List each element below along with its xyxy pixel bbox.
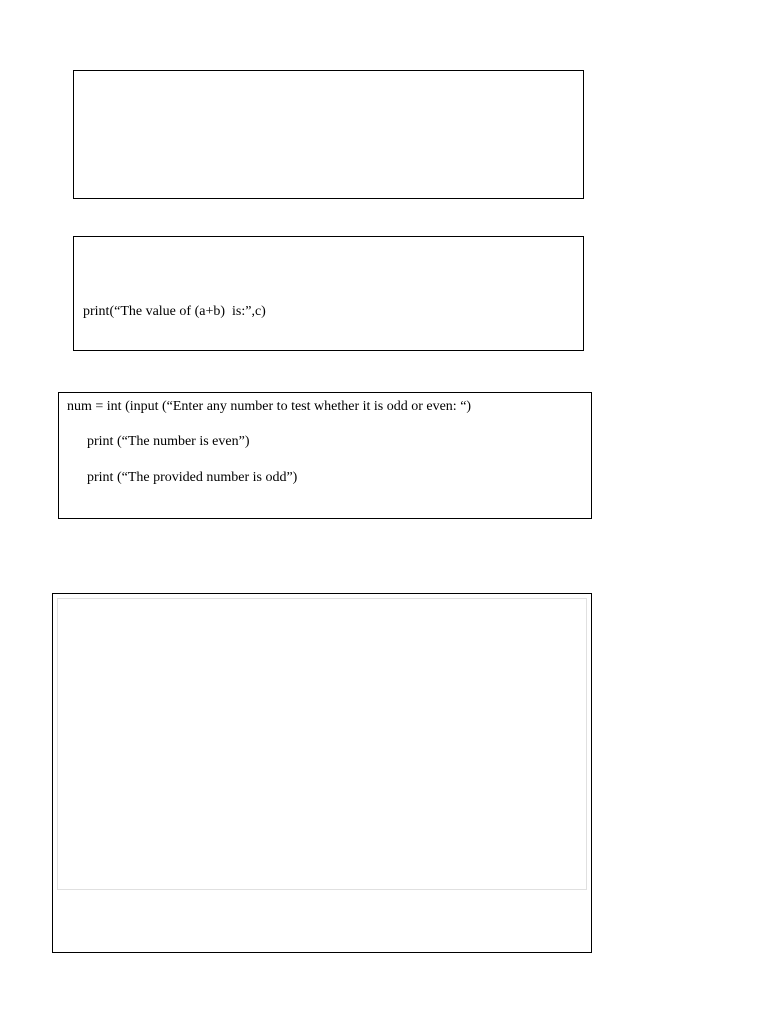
output-image-frame xyxy=(57,598,587,890)
code-line-print-even: print (“The number is even”) xyxy=(87,434,250,449)
empty-code-box-1 xyxy=(73,70,584,199)
code-line-print-sum: print(“The value of (a+b) is:”,c) xyxy=(83,304,266,319)
code-box-sum xyxy=(73,236,584,351)
output-box xyxy=(52,593,592,953)
code-line-print-odd: print (“The provided number is odd”) xyxy=(87,470,298,485)
code-box-odd-even xyxy=(58,392,592,519)
code-line-input: num = int (input (“Enter any number to test whether it is odd or even: “) xyxy=(67,399,472,414)
